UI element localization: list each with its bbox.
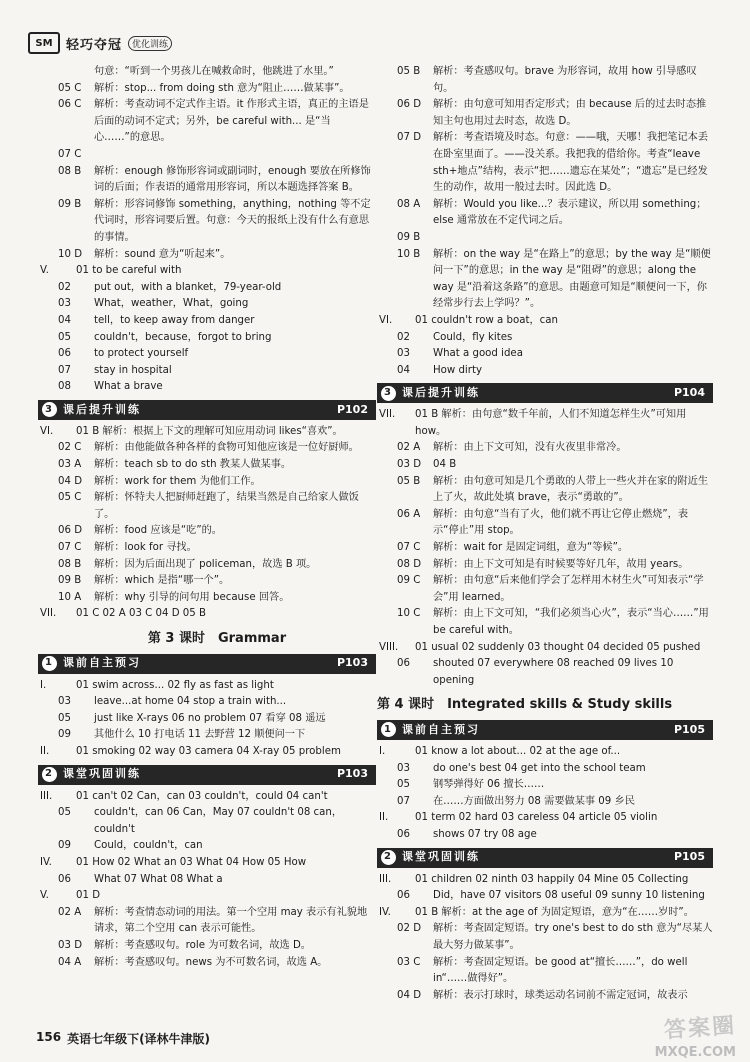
answer-number: 05 C (58, 492, 82, 504)
answer-number: 06 (58, 348, 71, 360)
exercise-group-start (40, 789, 376, 806)
answer-row (58, 379, 376, 396)
answer-number: 03 D (58, 939, 83, 951)
answer-text: 解析：考查感叹句。role 为可数名词，故选 D。 (94, 939, 311, 951)
answer-number: I. (40, 679, 47, 691)
exercise-group-start (40, 263, 376, 280)
answer-text: shows 07 try 08 age (433, 828, 537, 840)
answer-number: 03 A (58, 459, 82, 471)
answer-text: 04 B (433, 459, 457, 471)
answer-row (58, 313, 376, 330)
answer-text: couldn't，because，forgot to bring (94, 331, 272, 343)
exercise-group-start (379, 407, 713, 440)
exercise-group-start (40, 888, 376, 905)
answer-number: 03 (58, 696, 71, 708)
section-page-ref: P105 (673, 850, 705, 864)
section-banner (377, 720, 713, 740)
section-title: 课前自主预习 (63, 656, 141, 670)
answer-text: 解析：考查感叹句。brave 为形容词，故用 how 引导感叹句。 (433, 66, 697, 94)
answer-text: tell，to keep away from danger (94, 314, 255, 326)
answer-text: leave...at home 04 stop a train with... (94, 696, 287, 708)
answer-row (397, 761, 713, 778)
answer-number: VII. (40, 608, 57, 620)
answer-text: How dirty (433, 364, 482, 376)
answer-row (58, 247, 376, 264)
page-number: 156 (36, 1030, 62, 1044)
answer-row (58, 872, 376, 889)
book-title: 英语七年级下(译林牛津版) (67, 1032, 211, 1046)
answer-row (397, 457, 713, 474)
answer-number: 07 D (397, 132, 422, 144)
answer-text: 解析：由上下文可知是有时候要等好几年，故用 years。 (433, 558, 689, 570)
right-column (377, 64, 713, 1004)
answer-row (397, 130, 713, 196)
answer-number: 02 (397, 331, 410, 343)
answer-row (58, 905, 376, 938)
answer-row (58, 474, 376, 491)
answer-text: What a brave (94, 381, 163, 393)
answer-number: 07 C (397, 542, 421, 554)
answer-text: 01 usual 02 suddenly 03 thought 04 decided 05 pushed (415, 641, 701, 653)
answer-row (397, 474, 713, 507)
exercise-group-start (379, 640, 713, 657)
answer-text: 01 D (76, 890, 101, 902)
answer-number: III. (379, 873, 392, 885)
section-title: 课后提升训练 (63, 402, 141, 416)
answer-row (58, 147, 376, 164)
answer-text: 01 children 02 ninth 03 happily 04 Mine 05 Collecting (415, 873, 689, 885)
answer-number: III. (40, 790, 53, 802)
answer-text: 解析：which 是指“哪一个”。 (94, 575, 230, 587)
answer-number: 04 (58, 314, 71, 326)
answer-row (397, 921, 713, 954)
answer-number: 10 B (397, 248, 421, 260)
watermark-url: MXQE.COM (654, 1045, 736, 1060)
answer-text: 01 B 解析：at the age of 为固定短语，意为“在……岁时”。 (415, 906, 694, 918)
answer-text: 解析：由句意“当有了火，他们就不再让它停止燃烧”，表示“停止”用 stop。 (433, 508, 689, 537)
answer-row (397, 777, 713, 794)
section-banner (377, 383, 713, 403)
answer-number: 02 C (58, 442, 82, 454)
answer-row (58, 523, 376, 540)
section-title: 课后提升训练 (402, 385, 480, 399)
answer-text: 解析：由句意可知是几个勇敢的人带上一些火并在家的附近生上了火，故此处填 brave，表示“勇敢的”。 (433, 475, 709, 504)
answer-row (58, 805, 376, 838)
answer-number: 02 A (58, 906, 82, 918)
section-number-icon: 3 (42, 402, 57, 417)
answer-text: 解析：因为后面出现了 policeman，故选 B 项。 (94, 558, 317, 570)
answer-row (397, 573, 713, 606)
answer-row (397, 230, 713, 247)
page-footer (36, 1030, 210, 1047)
answer-text: 其他什么 10 打电话 11 去野营 12 顺便问一下 (94, 729, 306, 741)
answer-number: 09 B (397, 231, 421, 243)
answer-number: 05 (58, 807, 71, 819)
answer-text: couldn't，can 06 Can，May 07 couldn't 08 can，couldn't (94, 807, 343, 835)
answer-number: 09 C (397, 575, 421, 587)
answer-text: What a good idea (433, 348, 523, 360)
answer-text: 解析：stop... from doing sth 意为“阻止……做某事”。 (94, 82, 350, 94)
exercise-group-start (379, 872, 713, 889)
section-banner (38, 400, 376, 420)
answer-text: shouted 07 everywhere 08 reached 09 lives 10 opening (433, 658, 674, 686)
answer-text: 解析：表示打球时，球类运动名词前不需定冠词，故表示 (433, 989, 688, 1001)
answer-text: 解析：由他能做各种各样的食物可知他应该是一位好厨师。 (94, 442, 359, 454)
answer-text: 01 to be careful with (76, 265, 182, 277)
left-column (40, 64, 376, 971)
answer-number: VI. (379, 314, 393, 326)
answer-row (58, 573, 376, 590)
answer-text: 解析：Would you like...？表示建议，所以用 something；else 通常放在不定代词之后。 (433, 198, 707, 227)
answer-row (58, 938, 376, 955)
answer-text: 解析：wait for 是固定词组，意为“等候”。 (433, 542, 629, 554)
exercise-group-start (40, 424, 376, 441)
answer-text: 解析：考查动词不定式作主语。it 作形式主语，真正的主语是后面的动词不定式；另外，be careful with... 是“当心……”的意思。 (94, 99, 369, 144)
answer-number: 08 B (58, 165, 82, 177)
answer-number: 03 D (397, 459, 422, 471)
answer-row (58, 457, 376, 474)
answer-text: 在……方面做出努力 08 需要做某事 09 乡民 (433, 795, 635, 807)
answer-row (58, 330, 376, 347)
answer-number: 09 (58, 840, 71, 852)
answer-row (58, 296, 376, 313)
section-number-icon: 1 (381, 722, 396, 737)
answer-row (58, 197, 376, 247)
answer-number: 10 C (397, 608, 421, 620)
answer-number: VII. (379, 409, 396, 421)
answer-text: 解析：考查语境及时态。句意：——哦，天哪！我把笔记本丢在卧室里面了。——没关系。我把我的借给你。考查“leave sth+地点”结构，表示“把……遗忘在某处”；“遗忘”是已经发生的动作，故用一般过去时。因此选 D。 (433, 132, 709, 194)
answer-text: 01 know a lot about... 02 at the age of... (415, 745, 621, 757)
answer-number: 02 A (397, 442, 421, 454)
answer-number: 07 C (58, 542, 82, 554)
answer-row (58, 727, 376, 744)
answer-number: 09 (58, 729, 71, 741)
answer-text: 解析：on the way 是“在路上”的意思；by the way 是“顺便问一下”的意思；in the way 是“阻碍”的意思；along the way 是“沿着这条路”的意思。由题意可知是“顺便问一下，你经常步行去上学吗？”。 (433, 248, 711, 310)
answer-row (397, 247, 713, 313)
answer-row (58, 346, 376, 363)
answer-row (58, 64, 376, 81)
exercise-group-start (40, 855, 376, 872)
answer-row (397, 507, 713, 540)
answer-text: 解析：考查感叹句。news 为不可数名词，故选 A。 (94, 956, 328, 968)
answer-row (397, 988, 713, 1005)
answer-number: 04 A (58, 956, 82, 968)
answer-number: 03 (397, 348, 410, 360)
answer-text: 解析：由上下文可知，“我们必须当心火”，表示“当心……”用 be careful with。 (433, 608, 709, 636)
exercise-group-start (379, 313, 713, 330)
answer-number: IV. (40, 856, 52, 868)
answer-row (58, 97, 376, 147)
exercise-group-start (379, 744, 713, 761)
section-title: 课堂巩固训练 (402, 850, 480, 864)
answer-number: 09 B (58, 198, 82, 210)
answer-number: 05 B (397, 66, 421, 77)
exercise-group-start (379, 905, 713, 922)
answer-text: Could，couldn't，can (94, 840, 203, 852)
section-number-icon: 1 (42, 656, 57, 671)
section-banner (38, 765, 376, 785)
answer-number: 05 (397, 779, 410, 791)
answer-number: IV. (379, 906, 391, 918)
answer-row (58, 711, 376, 728)
answer-text: 解析：food 应该是“吃”的。 (94, 525, 222, 537)
answer-number: 04 D (397, 989, 422, 1001)
watermark-logo: 答案圈 (663, 1013, 737, 1044)
answer-text: 解析：由句意“后来他们学会了怎样用木材生火”可知表示“学会”用 learned。 (433, 575, 704, 603)
answer-number: V. (40, 890, 49, 902)
answer-number: 06 (397, 658, 410, 670)
section-banner (38, 654, 376, 674)
answer-number: 03 C (397, 956, 421, 968)
answer-text: 解析：形容词修饰 something，anything，nothing 等不定代词时，形容词要后置。句意：今天的报纸上没有什么有意思的事情。 (94, 198, 371, 243)
answer-number: 10 A (58, 591, 82, 603)
brand-logo-icon: SM (28, 32, 60, 54)
answer-number: 08 A (397, 198, 421, 210)
answer-number: 08 (58, 381, 71, 393)
section-page-ref: P104 (673, 385, 705, 399)
answer-text: 解析：怀特夫人把厨师赶跑了，结果当然是自己给家人做饭了。 (94, 492, 359, 520)
answer-row (58, 164, 376, 197)
answer-text: 01 can't 02 Can，can 03 couldn't，could 04 can't (76, 790, 328, 802)
answer-number: 06 A (397, 508, 421, 520)
exercise-group-start (40, 606, 376, 623)
lesson-heading: 第 3 课时 Grammar (147, 631, 287, 646)
answer-text: 解析：look for 寻找。 (94, 542, 197, 554)
answer-number: 08 B (58, 558, 82, 570)
answer-row (58, 838, 376, 855)
answer-number: 04 (397, 364, 410, 376)
answer-text: What，weather，What，going (94, 298, 249, 310)
answer-row (58, 280, 376, 297)
section-title: 课堂巩固训练 (63, 767, 141, 781)
answer-row (397, 656, 713, 689)
answer-number: 06 (397, 828, 410, 840)
section-number-icon: 2 (381, 850, 396, 865)
answer-text: Could，fly kites (433, 331, 513, 343)
answer-number: 09 B (58, 575, 82, 587)
answer-number: 06 C (58, 99, 82, 111)
answer-row (397, 440, 713, 457)
answer-number: 02 (58, 281, 71, 293)
answer-text: 解析：work for them 为他们工作。 (94, 475, 261, 487)
answer-text: 解析：考查情态动词的用法。第一个空用 may 表示有礼貌地请求，第二个空用 can 表示可能性。 (94, 906, 368, 935)
answer-row (397, 827, 713, 844)
section-page-ref: P105 (673, 722, 705, 736)
answer-number: 07 (397, 795, 410, 807)
answer-text: stay in hospital (94, 364, 172, 376)
header-bar (28, 32, 172, 54)
answer-text: 01 C 02 A 03 C 04 D 05 B (76, 608, 206, 620)
answer-text: put out，with a blanket，79-year-old (94, 281, 282, 293)
answer-text: 01 B 解析：根据上下文的理解可知应用动词 likes“喜欢”。 (76, 425, 343, 437)
answer-number: 07 C (58, 148, 82, 160)
answer-number: 06 (58, 873, 71, 885)
answer-row (58, 540, 376, 557)
answer-text: 01 swim across... 02 fly as fast as light (76, 679, 274, 691)
answer-text: 句意：“听到一个男孩儿在喊救命时，他跳进了水里。” (94, 66, 334, 77)
answer-text: 01 B 解析：由句意“数千年前，人们不知道怎样生火”可知用 how。 (415, 409, 687, 437)
answer-text: 01 term 02 hard 03 careless 04 article 05 violin (415, 812, 658, 824)
answer-row (397, 197, 713, 230)
answer-number: 06 D (58, 525, 83, 537)
answer-text: What 07 What 08 What a (94, 873, 223, 885)
answer-number: VIII. (379, 641, 399, 653)
answer-number: I. (379, 745, 386, 757)
answer-number: 06 D (397, 99, 422, 111)
answer-text: Did，have 07 visitors 08 useful 09 sunny 10 listening (433, 890, 705, 902)
answer-row (58, 490, 376, 523)
answer-row (397, 606, 713, 639)
lesson-heading: 第 4 课时 Integrated skills & Study skills (377, 697, 673, 713)
answer-row (397, 540, 713, 557)
section-page-ref: P103 (336, 656, 368, 670)
answer-text: 01 smoking 02 way 03 camera 04 X-ray 05 problem (76, 745, 341, 757)
answer-number: V. (40, 265, 49, 277)
section-page-ref: P102 (336, 402, 368, 416)
answer-number: 10 D (58, 248, 83, 260)
answer-number: 05 C (58, 82, 82, 94)
answer-row (397, 557, 713, 574)
answer-number: 08 D (397, 558, 422, 570)
answer-text: 解析：enough 修饰形容词或副词时，enough 要放在所修饰词的后面；作表语的通常用形容词，所以本题选择答案 B。 (94, 165, 371, 194)
section-title: 课前自主预习 (402, 722, 480, 736)
answer-row (58, 557, 376, 574)
answer-row (397, 888, 713, 905)
answer-number: 03 (58, 298, 71, 310)
answer-row (397, 955, 713, 988)
answer-text: 01 couldn't row a boat，can (415, 314, 558, 326)
answer-row (58, 363, 376, 380)
answer-row (397, 64, 713, 97)
answer-text: 01 How 02 What an 03 What 04 How 05 How (76, 856, 307, 868)
answer-row (58, 440, 376, 457)
answer-text: to protect yourself (94, 348, 189, 360)
answer-number: 05 B (397, 475, 421, 487)
answer-text: 解析：考查固定短语。be good at“擅长……”，do well in“……做得好”。 (433, 956, 688, 985)
answer-number: II. (40, 745, 50, 757)
answer-number: II. (379, 812, 389, 824)
answer-row (58, 694, 376, 711)
answer-text: 钢琴弹得好 06 擅长…… (433, 779, 545, 791)
answer-text: 解析：由句意可知用否定形式；由 because 后的过去时态推知主句也用过去时态，故选 D。 (433, 99, 707, 127)
answer-row (58, 955, 376, 972)
section-page-ref: P103 (336, 767, 368, 781)
exercise-group-start (379, 810, 713, 827)
section-number-icon: 3 (381, 386, 396, 401)
answer-row (58, 590, 376, 607)
answer-text: 解析：考查固定短语。try one's best to do sth 意为“尽某人最大努力做某事”。 (433, 923, 713, 951)
answer-row (397, 794, 713, 811)
brand-subtitle: 优化训练 (128, 36, 172, 51)
answer-text: 解析：why 引导的问句用 because 回答。 (94, 591, 290, 603)
answer-text: 解析：teach sb to do sth 教某人做某事。 (94, 459, 292, 471)
answer-number: VI. (40, 425, 54, 437)
section-banner (377, 848, 713, 868)
answer-number: 03 (397, 762, 410, 774)
answer-row (397, 346, 713, 363)
answer-number: 05 (58, 712, 71, 724)
answer-number: 02 D (397, 923, 422, 935)
answer-number: 04 D (58, 475, 83, 487)
section-number-icon: 2 (42, 767, 57, 782)
answer-number: 07 (58, 364, 71, 376)
answer-row (58, 81, 376, 98)
answer-text: 解析：由上下文可知，没有火夜里非常冷。 (433, 442, 627, 454)
answer-text: 解析：sound 意为“听起来”。 (94, 248, 231, 260)
answer-number: 05 (58, 331, 71, 343)
answer-number: 06 (397, 890, 410, 902)
exercise-group-start (40, 744, 376, 761)
answer-row (397, 330, 713, 347)
answer-text: just like X-rays 06 no problem 07 看穿 08 遥远 (94, 712, 326, 724)
answer-row (397, 363, 713, 380)
exercise-group-start (40, 678, 376, 695)
answer-text: do one's best 04 get into the school team (433, 762, 646, 774)
answer-row (397, 97, 713, 130)
brand-name: 轻巧夺冠 (66, 37, 123, 53)
